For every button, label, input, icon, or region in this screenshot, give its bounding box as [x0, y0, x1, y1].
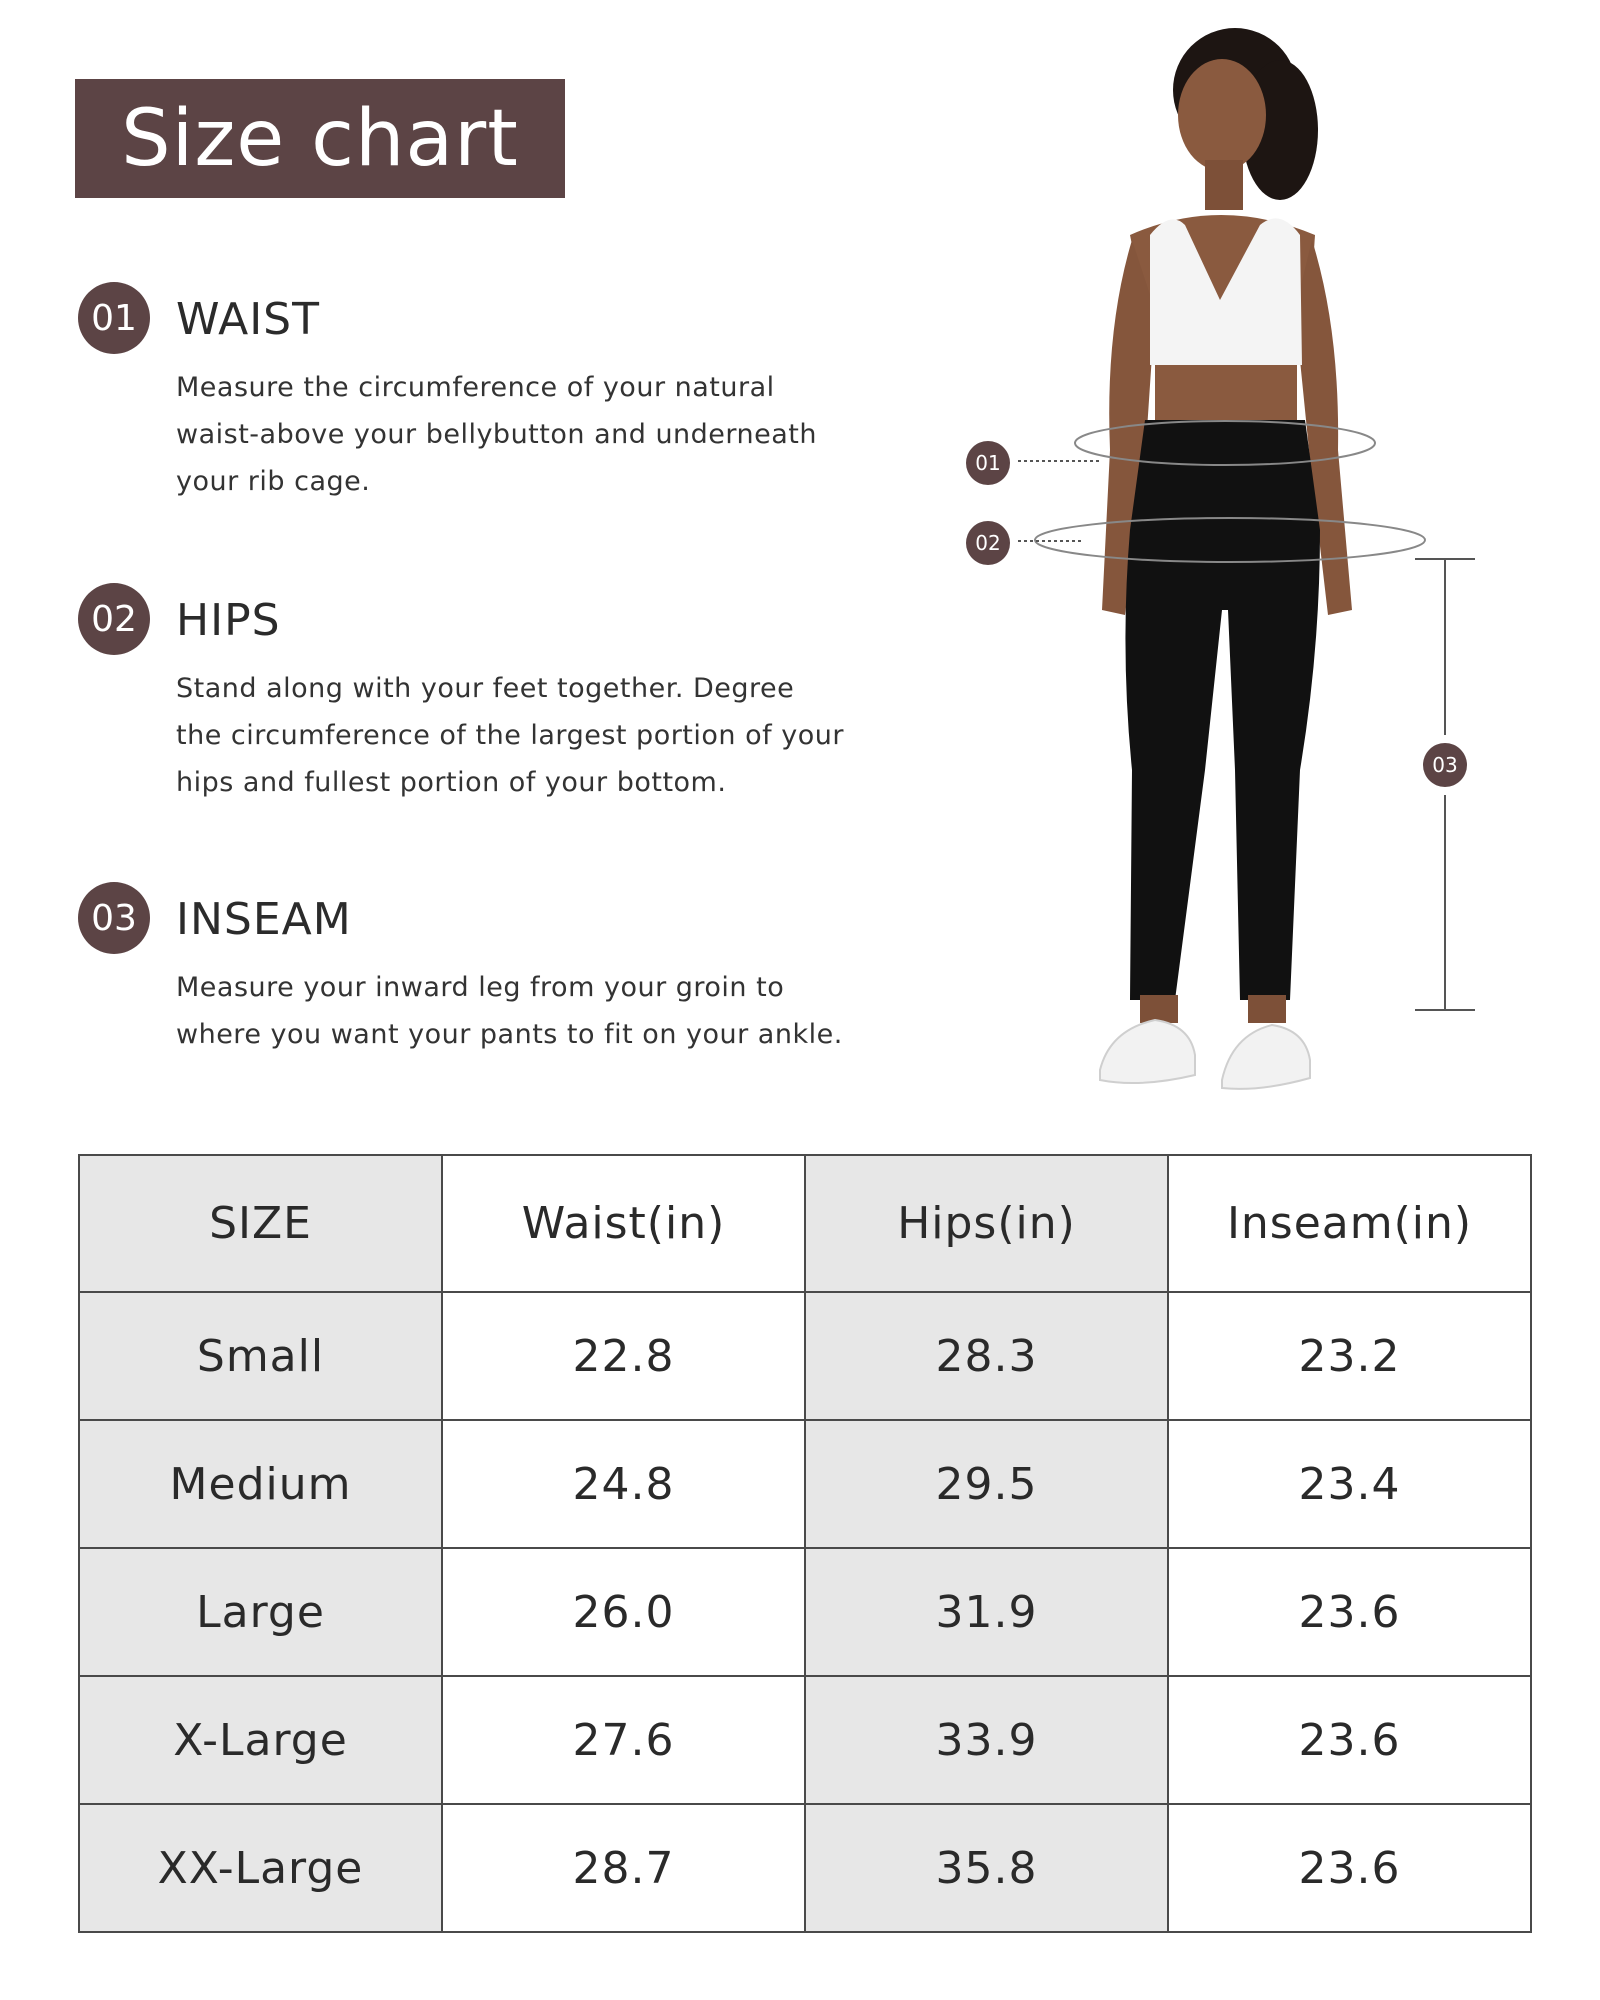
description-line: your rib cage. [176, 466, 371, 497]
model-illustration [960, 10, 1520, 1130]
description-line: waist-above your bellybutton and underneath [176, 419, 818, 450]
column-header-waist: Waist(in) [442, 1155, 805, 1292]
model-figure [960, 10, 1520, 1130]
section-number-badge: 03 [78, 882, 150, 954]
section-title: HIPS [176, 595, 281, 646]
column-header-hips: Hips(in) [805, 1155, 1168, 1292]
section-number-badge: 02 [78, 583, 150, 655]
description-line: the circumference of the largest portion of your [176, 720, 844, 751]
waist-cell: 24.8 [442, 1420, 805, 1548]
section-description [176, 665, 856, 806]
inseam-marker: 03 [1423, 743, 1467, 787]
hips-cell: 29.5 [805, 1420, 1168, 1548]
waist-cell: 22.8 [442, 1292, 805, 1420]
hips-cell: 33.9 [805, 1676, 1168, 1804]
inseam-cell: 23.2 [1168, 1292, 1531, 1420]
size-table [78, 1154, 1532, 1933]
description-line: Measure your inward leg from your groin to [176, 972, 785, 1003]
size-cell: Medium [79, 1420, 442, 1548]
hips-marker: 02 [966, 521, 1010, 565]
description-line: Stand along with your feet together. Degree [176, 673, 795, 704]
size-cell: Large [79, 1548, 442, 1676]
section-description [176, 364, 856, 505]
table-header-row [79, 1155, 1531, 1292]
description-line: hips and fullest portion of your bottom. [176, 767, 727, 798]
waist-cell: 28.7 [442, 1804, 805, 1932]
table-row [79, 1420, 1531, 1548]
page-title: Size chart [75, 79, 565, 198]
table-row [79, 1676, 1531, 1804]
section-description [176, 964, 856, 1058]
hips-cell: 28.3 [805, 1292, 1168, 1420]
inseam-cell: 23.6 [1168, 1804, 1531, 1932]
size-cell: XX-Large [79, 1804, 442, 1932]
waist-cell: 26.0 [442, 1548, 805, 1676]
inseam-cell: 23.6 [1168, 1676, 1531, 1804]
inseam-cell: 23.6 [1168, 1548, 1531, 1676]
inseam-cell: 23.4 [1168, 1420, 1531, 1548]
size-cell: Small [79, 1292, 442, 1420]
waist-cell: 27.6 [442, 1676, 805, 1804]
hips-cell: 31.9 [805, 1548, 1168, 1676]
column-header-inseam: Inseam(in) [1168, 1155, 1531, 1292]
table-row [79, 1548, 1531, 1676]
section-number-badge: 01 [78, 282, 150, 354]
description-line: where you want your pants to fit on your ankle. [176, 1019, 843, 1050]
column-header-size: SIZE [79, 1155, 442, 1292]
hips-cell: 35.8 [805, 1804, 1168, 1932]
description-line: Measure the circumference of your natural [176, 372, 775, 403]
section-title: WAIST [176, 294, 320, 345]
section-title: INSEAM [176, 894, 352, 945]
table-row [79, 1292, 1531, 1420]
table-row [79, 1804, 1531, 1932]
size-cell: X-Large [79, 1676, 442, 1804]
waist-marker: 01 [966, 441, 1010, 485]
